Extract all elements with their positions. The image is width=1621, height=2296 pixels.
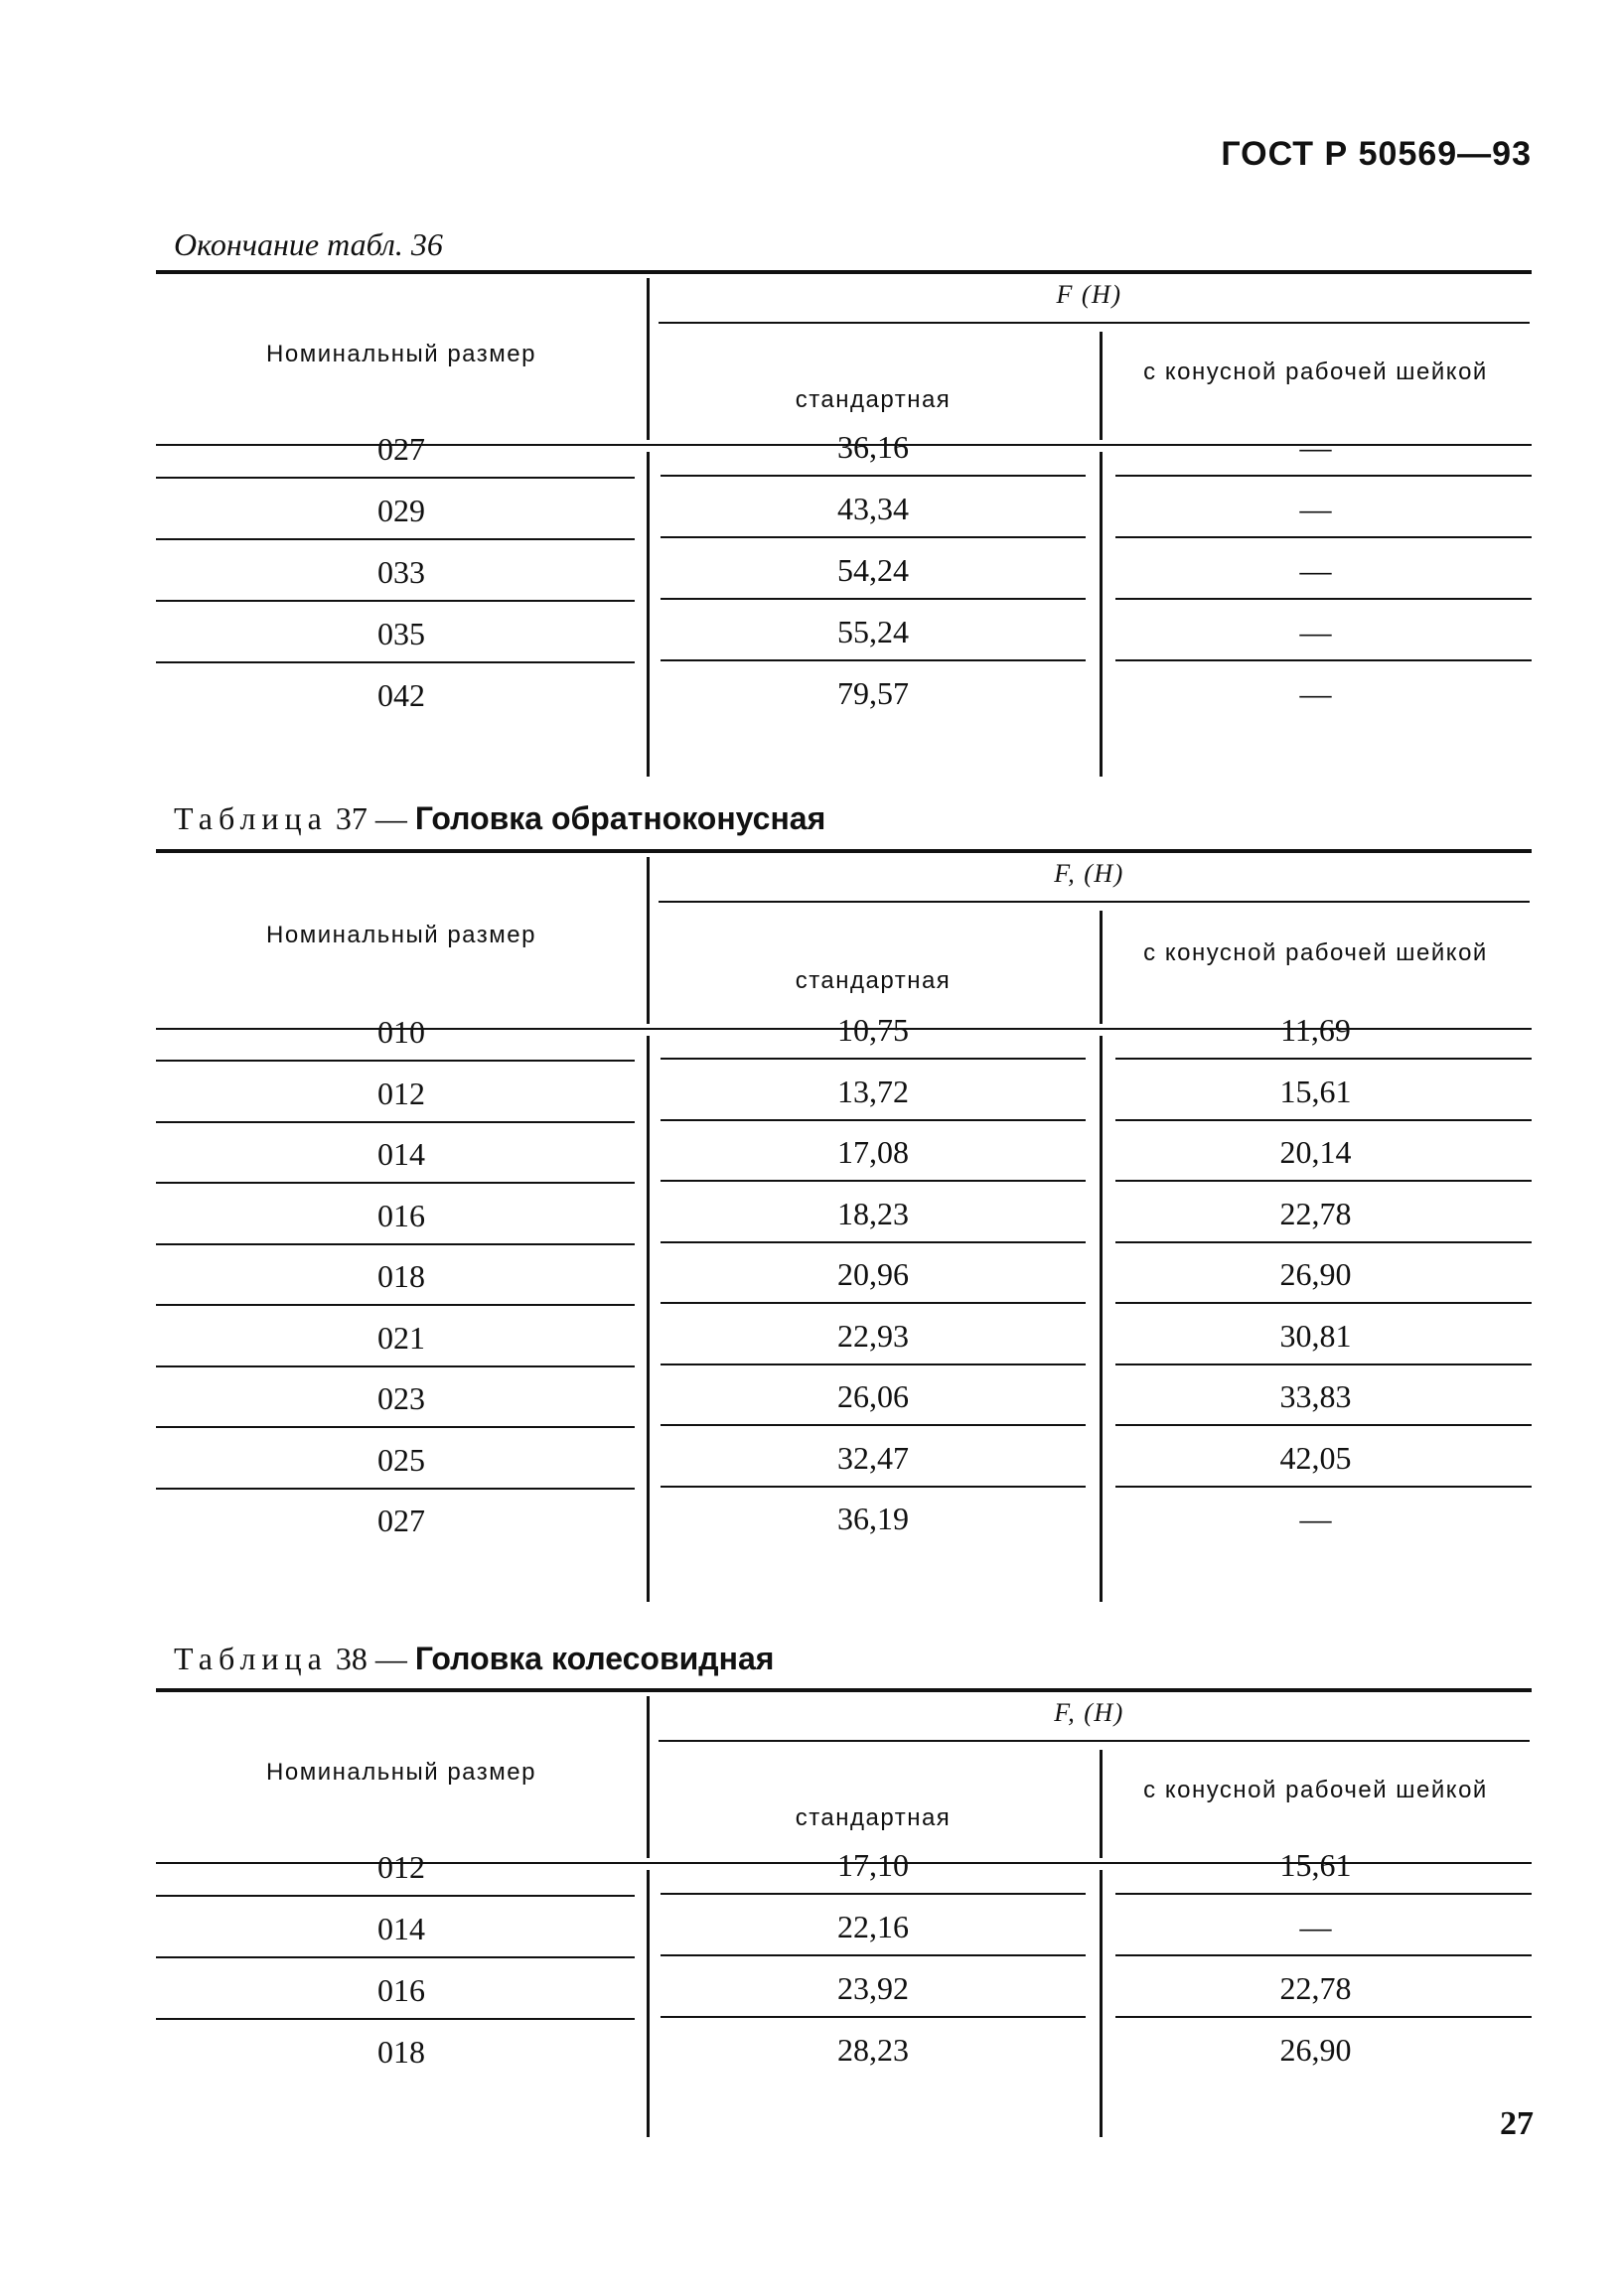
row-rule: [1115, 2016, 1532, 2018]
row-rule: [661, 1241, 1086, 1243]
row-rule: [156, 477, 635, 479]
row-rule: [661, 1424, 1086, 1426]
cell-size: 035: [377, 616, 425, 651]
row-rule: [156, 1488, 635, 1490]
cell-size: 042: [377, 677, 425, 713]
table-36: [156, 270, 1532, 777]
cell-size: 033: [377, 554, 425, 590]
cell-standard: 17,08: [837, 1134, 909, 1170]
cell-conical: —: [1299, 614, 1332, 649]
cell-standard: 54,24: [837, 552, 909, 588]
group-rule: [659, 1740, 1530, 1742]
table-38-number: 38 —: [335, 1641, 407, 1676]
row-rule: [661, 598, 1086, 600]
cell-size: 016: [377, 1197, 425, 1233]
row-rule: [661, 1058, 1086, 1060]
row-rule: [661, 1954, 1086, 1956]
cell-conical: 22,78: [1279, 1195, 1352, 1231]
cell-conical: 30,81: [1279, 1317, 1352, 1354]
col-header-conical: с конусной рабочей шейкой: [1143, 939, 1488, 966]
col-header-standard: стандартная: [795, 1803, 952, 1831]
table-36-caption: Окончание табл. 36: [174, 226, 443, 262]
cell-conical: —: [1299, 429, 1332, 465]
cell-size: 014: [377, 1911, 425, 1946]
row-rule: [1115, 1302, 1532, 1304]
group-rule: [659, 322, 1530, 324]
row-rule: [1115, 598, 1532, 600]
cell-standard: 13,72: [837, 1073, 909, 1109]
row-rule: [1115, 1424, 1532, 1426]
row-rule: [661, 1486, 1086, 1488]
row-rule: [156, 2018, 635, 2020]
col-header-conical: с конусной рабочей шейкой: [1143, 1776, 1488, 1803]
cell-conical: —: [1299, 491, 1332, 526]
row-rule: [156, 1121, 635, 1123]
col-header-size: Номинальный размер: [266, 1758, 536, 1786]
col-header-conical: с конусной рабочей шейкой: [1143, 358, 1488, 385]
col-header-group: F, (H): [1054, 1698, 1124, 1727]
cell-standard: 55,24: [837, 614, 909, 649]
cell-conical: 15,61: [1279, 1073, 1352, 1109]
row-rule: [156, 1060, 635, 1062]
cell-conical: 26,90: [1279, 2032, 1352, 2068]
cell-standard: 36,19: [837, 1501, 909, 1536]
row-rule: [156, 1182, 635, 1184]
cell-conical: 42,05: [1279, 1439, 1352, 1476]
cell-size: 027: [377, 1503, 425, 1538]
table-37: [156, 849, 1532, 1602]
cell-conical: 11,69: [1280, 1012, 1351, 1048]
top-rule: [156, 849, 1532, 853]
cell-standard: 18,23: [837, 1195, 909, 1231]
table-37-title: Головка обратноконусная: [414, 800, 826, 836]
table-38-caption: [174, 1641, 774, 1677]
cell-size: 025: [377, 1441, 425, 1478]
row-rule: [156, 661, 635, 663]
cell-conical: —: [1299, 1501, 1332, 1536]
cell-size: 021: [377, 1319, 425, 1356]
cell-conical: 26,90: [1279, 1256, 1352, 1292]
row-rule: [156, 538, 635, 540]
cell-standard: 32,47: [837, 1439, 909, 1476]
row-rule: [1115, 1241, 1532, 1243]
col-header-group: F, (H): [1054, 859, 1124, 888]
col-header-standard: стандартная: [795, 385, 952, 413]
row-rule: [1115, 1486, 1532, 1488]
table-37-number: 37 —: [335, 800, 407, 836]
row-rule: [661, 1893, 1086, 1895]
row-rule: [1115, 536, 1532, 538]
col-header-group: F (H): [1056, 280, 1122, 309]
row-rule: [1115, 1363, 1532, 1365]
cell-conical: 20,14: [1279, 1134, 1352, 1170]
col-header-size: Номинальный размер: [266, 922, 536, 948]
row-rule: [661, 1180, 1086, 1182]
cell-size: 010: [377, 1014, 425, 1050]
row-rule: [661, 1302, 1086, 1304]
cell-conical: 22,78: [1279, 1970, 1352, 2006]
row-rule: [661, 1119, 1086, 1121]
row-rule: [661, 2016, 1086, 2018]
row-rule: [1115, 1954, 1532, 1956]
table-38-title: Головка колесовидная: [414, 1641, 775, 1676]
row-rule: [156, 1304, 635, 1306]
col-header-standard: стандартная: [795, 967, 952, 994]
cell-conical: —: [1299, 675, 1332, 711]
cell-size: 012: [377, 1849, 425, 1885]
table-37-prefix: Таблица: [174, 800, 328, 836]
row-rule: [661, 475, 1086, 477]
row-rule: [1115, 1180, 1532, 1182]
header-divider: [1100, 1750, 1103, 1858]
top-rule: [156, 270, 1532, 274]
row-rule: [1115, 1893, 1532, 1895]
row-rule: [156, 1426, 635, 1428]
cell-conical: 15,61: [1279, 1847, 1352, 1883]
row-rule: [1115, 475, 1532, 477]
row-rule: [661, 536, 1086, 538]
cell-standard: 36,16: [837, 429, 909, 465]
cell-standard: 43,34: [837, 491, 909, 526]
cell-size: 016: [377, 1972, 425, 2008]
cell-conical: 33,83: [1279, 1378, 1352, 1414]
cell-standard: 10,75: [837, 1012, 909, 1048]
cell-standard: 20,96: [837, 1256, 909, 1292]
col-header-size: Номинальный размер: [266, 340, 536, 367]
row-rule: [1115, 1058, 1532, 1060]
cell-size: 027: [377, 431, 425, 467]
group-rule: [659, 901, 1530, 903]
page-number: 27: [1500, 2105, 1534, 2142]
cell-size: 023: [377, 1380, 425, 1416]
row-rule: [661, 659, 1086, 661]
document-code: ГОСТ Р 50569—93: [1221, 135, 1532, 173]
cell-standard: 22,93: [837, 1317, 909, 1354]
header-divider: [1100, 332, 1103, 440]
cell-standard: 28,23: [837, 2032, 909, 2068]
table-38: [156, 1688, 1532, 2137]
top-rule: [156, 1688, 1532, 1692]
cell-conical: —: [1299, 1909, 1332, 1944]
cell-standard: 26,06: [837, 1378, 909, 1414]
row-rule: [1115, 1119, 1532, 1121]
table-37-caption: [174, 800, 825, 837]
row-rule: [156, 1243, 635, 1245]
row-rule: [156, 600, 635, 602]
cell-size: 012: [377, 1075, 425, 1111]
row-rule: [156, 1365, 635, 1367]
cell-size: 014: [377, 1136, 425, 1172]
cell-size: 018: [377, 2034, 425, 2070]
cell-standard: 23,92: [837, 1970, 909, 2006]
row-rule: [156, 1895, 635, 1897]
cell-size: 029: [377, 493, 425, 528]
cell-size: 018: [377, 1258, 425, 1294]
table-38-prefix: Таблица: [174, 1641, 328, 1676]
cell-conical: —: [1299, 552, 1332, 588]
header-divider: [1100, 911, 1103, 1024]
row-rule: [156, 1956, 635, 1958]
cell-standard: 17,10: [837, 1847, 909, 1883]
row-rule: [661, 1363, 1086, 1365]
cell-standard: 79,57: [837, 675, 909, 711]
cell-standard: 22,16: [837, 1909, 909, 1944]
row-rule: [1115, 659, 1532, 661]
